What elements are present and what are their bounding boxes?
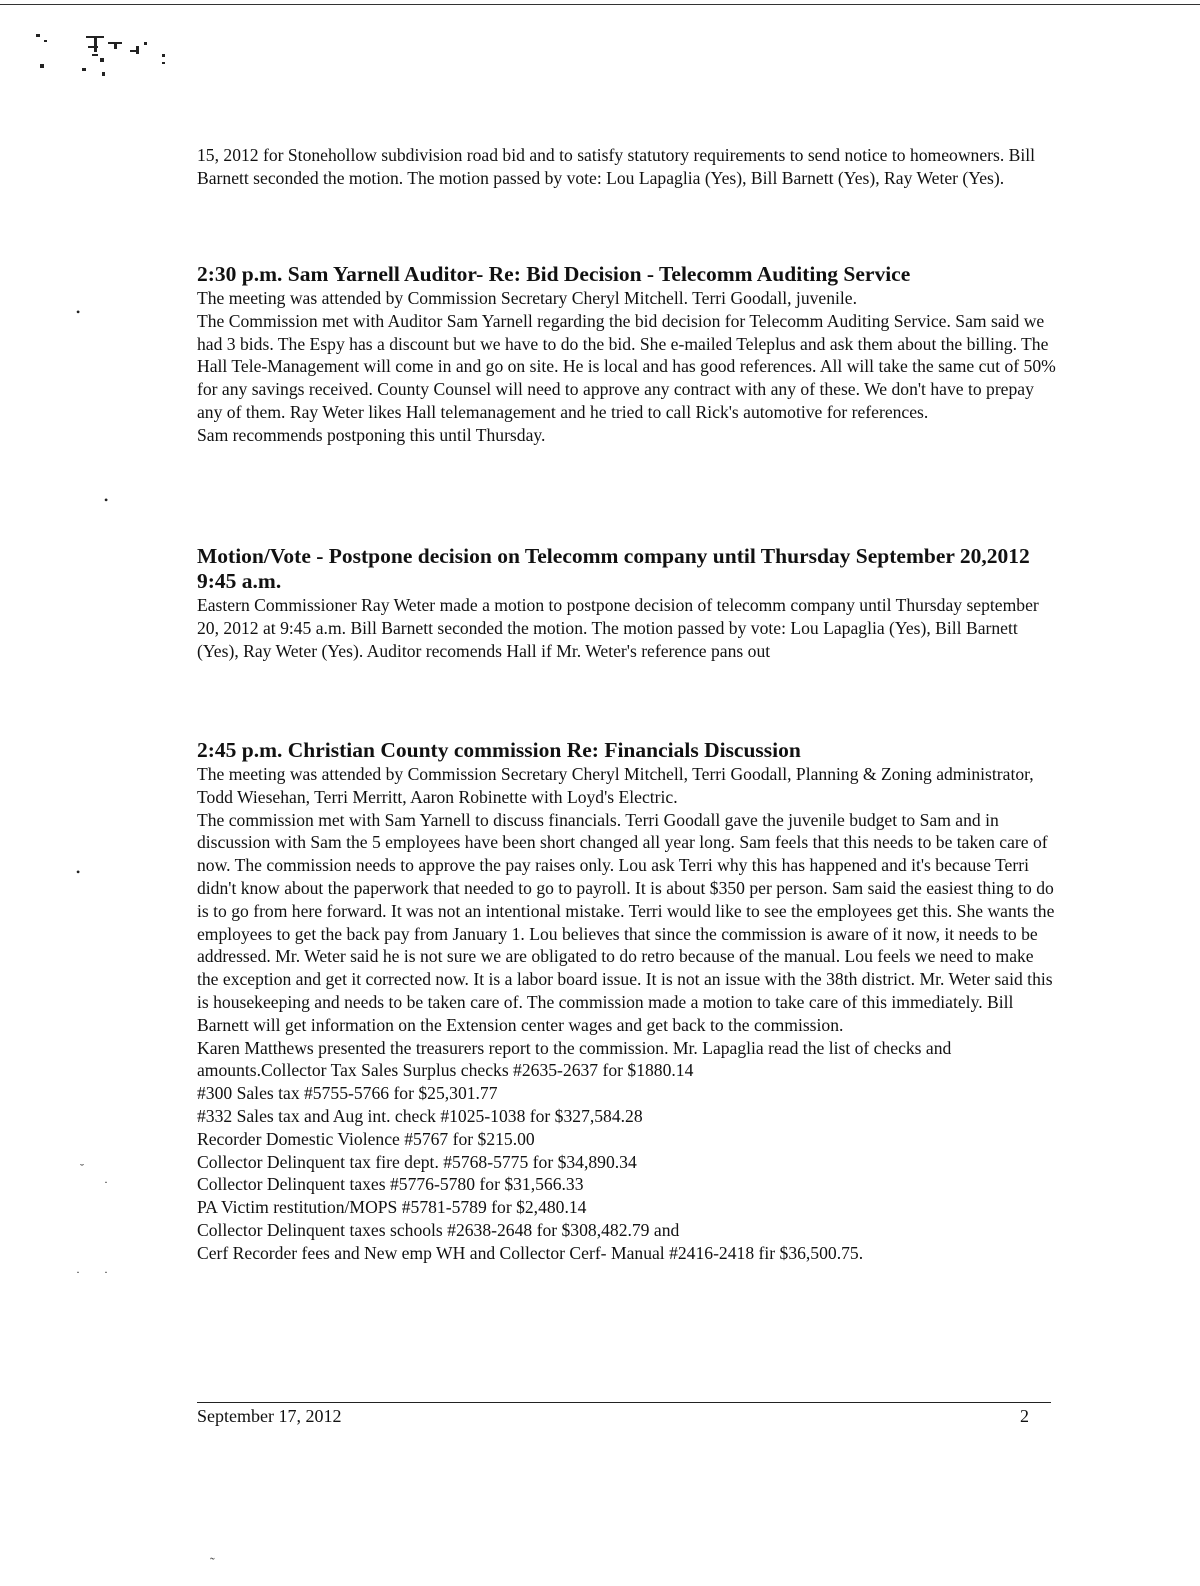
check-line: PA Victim restitution/MOPS #5781-5789 for $2,480.14 xyxy=(197,1197,587,1218)
scan-speck: · xyxy=(104,1175,108,1189)
check-line: #300 Sales tax #5755-5766 for $25,301.77 xyxy=(197,1083,498,1104)
attendance-line: The meeting was attended by Commission Secretary Cheryl Mitchell. Terri Goodall, juvenile. xyxy=(197,288,858,308)
scan-speck: • xyxy=(76,305,81,319)
scan-speck: • xyxy=(104,493,109,507)
check-line: Collector Delinquent taxes #5776-5780 for $31,566.33 xyxy=(197,1174,584,1195)
check-line: Collector Delinquent taxes schools #2638-2648 for $308,482.79 and xyxy=(197,1219,680,1240)
section-heading: 2:30 p.m. Sam Yarnell Auditor- Re: Bid Decision - Telecomm Auditing Service xyxy=(197,262,911,286)
scan-speck: · xyxy=(104,1265,108,1279)
section-auditor-bid xyxy=(197,262,1057,447)
check-line: Collector Delinquent tax fire dept. #5768-5775 for $34,890.34 xyxy=(197,1151,637,1172)
section-motion-vote xyxy=(197,544,1057,662)
recommendation-line: Sam recommends postponing this until Thursday. xyxy=(197,424,546,445)
section-heading: 2:45 p.m. Christian County commission Re: Financials Discussion xyxy=(197,738,801,762)
section-body: Eastern Commissioner Ray Weter made a motion to postpone decision of telecomm company until Thursday september 20, 2012 at 9:45 a.m. Bill Barnett seconded the motion. The motion passed by vote: Lou Lapaglia (Yes), Bill Barnett (Yes), Ray Weter (Yes). Auditor recomends Hall if Mr. Weter's reference pans out xyxy=(197,595,1039,661)
scan-speck: • xyxy=(76,865,81,879)
scan-specks-icon xyxy=(30,28,190,88)
check-line: Recorder Domestic Violence #5767 for $215.00 xyxy=(197,1128,535,1149)
page-number: 2 xyxy=(1020,1406,1029,1426)
scan-speck: · xyxy=(76,1265,80,1279)
top-scan-border xyxy=(0,4,1200,5)
treasurer-report: Karen Matthews presented the treasurers report to the commission. Mr. Lapaglia read the list of checks and amounts.Collector Tax Sales Surplus checks #2635-2637 for $1880.14 xyxy=(197,1037,952,1081)
section-heading: Motion/Vote - Postpone decision on Telecomm company until Thursday September 20,2012 9:45 a.m. xyxy=(197,544,1030,593)
scan-speck: ˜ xyxy=(210,1556,215,1571)
check-line: #332 Sales tax and Aug int. check #1025-1038 for $327,584.28 xyxy=(197,1105,643,1126)
section-body: The Commission met with Auditor Sam Yarnell regarding the bid decision for Telecomm Auditing Service. Sam said we had 3 bids. The Espy has a discount but we have to do the bid. She e-mailed Teleplus and ask them about the billing. The Hall Tele-Management will come in and go on site. He is local and has good references. All will take the same cut of 50% for any savings received. County Counsel will need to approve any contract with any of these. We don't have to prepay any of them. Ray Weter likes Hall telemanagement and he tried to call Rick's automotive for references. xyxy=(197,310,1056,422)
intro-block xyxy=(197,144,1057,190)
footer-date: September 17, 2012 xyxy=(197,1406,342,1426)
section-body: The commission met with Sam Yarnell to discuss financials. Terri Goodall gave the juvenile budget to Sam and in discussion with Sam the 5 employees have been short changed all year long. Sam feels that this needs to be taken care of now. The commission needs to approve the pay raises only. Lou ask Terri why this has happened and it's because Terri didn't know about the paperwork that needed to go to payroll. It is about $350 per person. Sam said the easiest thing to do is to go from here forward. It was not an intentional mistake. Terri would like to see the employees get this. She wants the employees to get the back pay from January 1. Lou believes that since the commission is aware of it now, it needs to be addressed. Mr. Weter said he is not sure we are obligated to do retro because of the manual. Lou feels we need to make the exception and get it corrected now. It is a labor board issue. It is not an issue with the 38th district. Mr. Weter said this is housekeeping and needs to be taken care of. The commission made a motion to take care of this immediately. Bill Barnett will get information on the Extension center wages and get back to the commission. xyxy=(197,809,1055,1035)
scan-speck: ˘ xyxy=(80,1161,84,1175)
attendance-line: The meeting was attended by Commission Secretary Cheryl Mitchell, Terri Goodall, Planning & Zoning administrator, Todd Wiesehan, Terri Merritt, Aaron Robinette with Loyd's Electric. xyxy=(197,764,1034,807)
intro-paragraph: 15, 2012 for Stonehollow subdivision road bid and to satisfy statutory requirements to send notice to homeowners. Bill Barnett seconded the motion. The motion passed by vote: Lou Lapaglia (Yes), Bill Barnett (Yes), Ray Weter (Yes). xyxy=(197,145,1036,188)
section-financials xyxy=(197,738,1057,1265)
check-line: Cerf Recorder fees and New emp WH and Collector Cerf- Manual #2416-2418 fir $36,500.75. xyxy=(197,1242,864,1263)
page-footer xyxy=(197,1402,1051,1426)
scan-artifact-marks xyxy=(30,28,190,88)
